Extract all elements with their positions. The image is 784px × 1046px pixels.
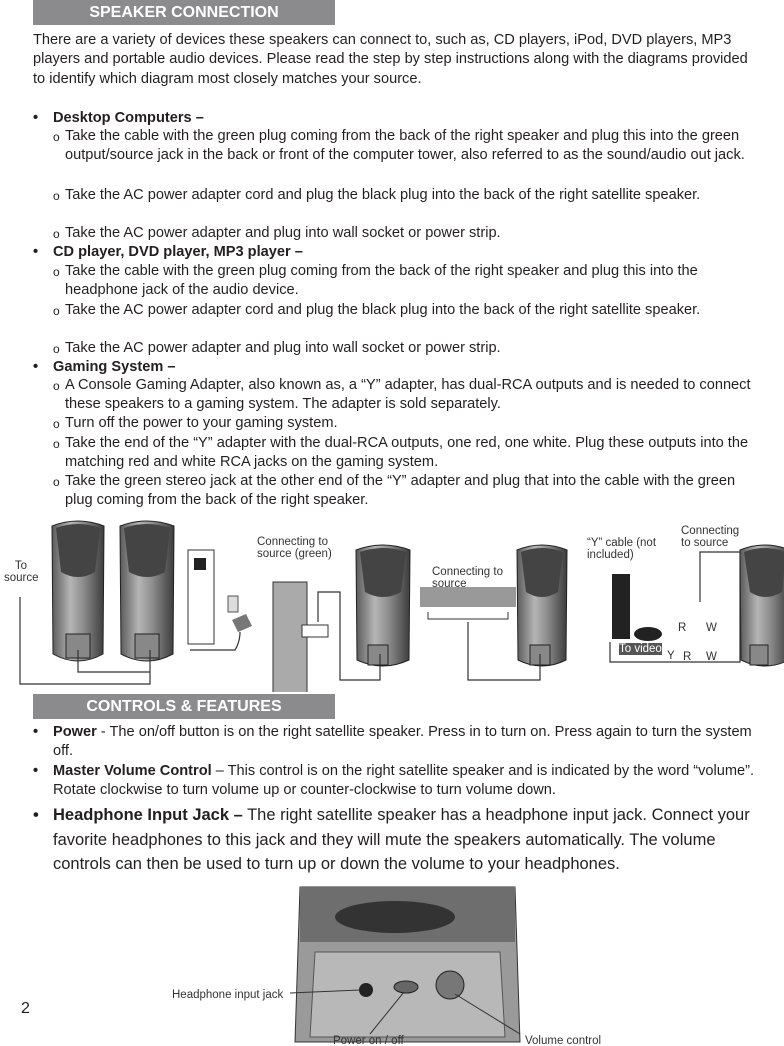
step: o A Console Gaming Adapter, also known as, a “Y” adapter, has dual-RCA outputs and is needed to connect these speakers to a gaming system. The adapter is sold separately.: [53, 377, 751, 413]
label-y-cable: “Y” cable (not included): [587, 537, 657, 561]
step: o Take the green stereo jack at the other end of the “Y” adapter and plug that into the cable with the green plug coming from the back of the right speaker.: [53, 473, 736, 509]
feature-headphone: • Headphone Input Jack – The right satellite speaker has a headphone input jack. Connect your favorite headphones to this jack and they will mute the speakers automatically. The volume controls can then be used to turn up or down the volume to your headphones.: [33, 806, 750, 873]
step: o Take the AC power adapter and plug into wall socket or power strip.: [53, 340, 501, 356]
label-connecting-green: Connecting to source (green): [257, 536, 332, 560]
label-y: Y: [667, 650, 675, 662]
step: o Take the AC power adapter and plug into wall socket or power strip.: [53, 225, 501, 241]
label-to-source: To source: [4, 560, 39, 584]
label-connecting-source-game: Connecting to source: [681, 525, 740, 549]
step: o Take the cable with the green plug coming from the back of the right speaker and plug this into the headphone jack of the audio device.: [53, 263, 698, 299]
label-w: W: [706, 622, 717, 634]
label-volume: Volume control: [525, 1035, 602, 1046]
step: o Take the AC power adapter cord and plug the black plug into the back of the right satellite speaker.: [53, 187, 701, 203]
manual-page: SPEAKER CONNECTION There are a variety of devices these speakers can connect to, such as, CD players, iPod, DVD players, MP3 players and portable audio devices. Please read the step by step instructions along with the diagrams provided to identify which diagram most closely matches your source. • Desktop Computers – o Take the cable with the green plug coming from the back of the right speaker and plug this into the green output/source jack in the back or front of the computer tower, also referred to as the sound/audio out jack. o Take the AC power adapter cord and plug the black plug into the back of the right satellite speaker. o Take the AC power adapter and plug into wall socket or power strip. • CD player, DVD player, MP3 player – o Take the cable with the green plug coming from the back of the right speaker and plug this into the headphone jack of the audio device. o Take the AC power adapter cord and plug the black plug into the back of the right satellite speaker. o Take the AC power adapter and plug into wall socket or power strip. • Gaming System – o A Console Gaming Adapter, also known as, a “Y” adapter, has dual-RCA outputs and is needed to connect these speakers to a gaming system. The adapter is sold separately. o Turn off the power to your gaming system. o Take the end of the “Y” adapter with the dual-RCA outputs, one red, one white. Plug these outputs into the matching red and white RCA jacks on the gaming system. o Take the green stereo jack at the other end of the “Y” adapter and plug that into the cable with the green plug coming from the back of the right speaker. To source Connecting to source (green) Connecting to source “Y” cable (not included) Connecting to source To video R W Y R W CONTROLS & FEATURES • Power - The on/off button is on the right satellite speaker. Press in to turn on. Press again to turn the system off. • Master Volume Control – This control is on the right satellite speaker and is indicated by the word “volume”. Rotate clockwise to turn volume up or counter-clockwise to turn volume down. • Headphone Input Jack – The right satellite speaker has a headphone input jack. Connect your favorite headphones to this jack and they will mute the speakers automatically. The volume controls can then be used to turn up or down the volume to your headphones. Headphone input jack Power on / off Volume control 2: [0, 0, 784, 1046]
step: o Take the cable with the green plug coming from the back of the right speaker and plug this into the green output/source jack in the back or front of the computer tower, also referred to as the sound/audio out jack.: [53, 128, 745, 164]
intro-paragraph: There are a variety of devices these speakers can connect to, such as, CD players, iPod, DVD players, MP3 players and portable audio devices. Please read the step by step instructions along with the diagrams provided to identify which diagram most closely matches your source.: [33, 32, 748, 87]
step: o Take the AC power adapter cord and plug the black plug into the back of the right satellite speaker.: [53, 302, 701, 318]
feature-power: • Power - The on/off button is on the right satellite speaker. Press in to turn on. Press again to turn the system off.: [33, 724, 752, 759]
speaker-front-figure: [0, 882, 784, 1046]
label-w2: W: [706, 651, 717, 663]
section-header-controls: CONTROLS & FEATURES: [33, 694, 335, 719]
section-header-speaker-connection: SPEAKER CONNECTION: [33, 0, 335, 25]
page-number: 2: [21, 1000, 30, 1017]
step: o Turn off the power to your gaming system.: [53, 415, 338, 431]
label-power: Power on / off: [333, 1035, 404, 1046]
step: o Take the end of the “Y” adapter with the dual-RCA outputs, one red, one white. Plug these outputs into the matching red and white RCA jacks on the gaming system.: [53, 435, 749, 471]
label-to-video: To video: [619, 643, 662, 655]
label-r: R: [678, 622, 687, 634]
label-headphone-jack: Headphone input jack: [172, 989, 284, 1001]
feature-volume: • Master Volume Control – This control is on the right satellite speaker and is indicated by the word “volume”. Rotate clockwise to turn volume up or counter-clockwise to turn volume down.: [33, 763, 755, 798]
label-connecting-source: Connecting to source: [432, 566, 503, 590]
label-r2: R: [683, 651, 692, 663]
